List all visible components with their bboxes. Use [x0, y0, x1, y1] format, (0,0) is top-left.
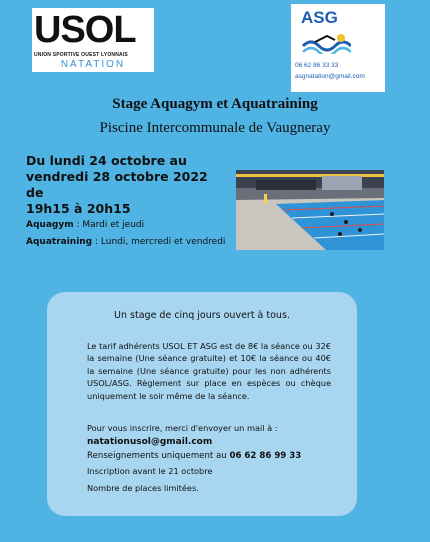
tarif-paragraph: Le tarif adhérents USOL ET ASG est de 8€ la séance ou 32€ la semaine (Une séance gratuite) et 10€ la séance ou 40€ la semaine (Une séance gratuite) pour les non adhérents USOL/ASG. Règlement sur place en espèces ou chèque uniquement le soir même de la séance. [87, 341, 331, 401]
info-heading: Un stage de cinq jours ouvert à tous. [114, 310, 290, 321]
phone-intro: Renseignements uniquement au [87, 451, 230, 461]
info-box [47, 292, 357, 516]
schedule-aquatraining-name: Aquatraining [26, 237, 93, 247]
dates-line-3: 19h15 à 20h15 [26, 201, 131, 216]
dates-line-2: vendredi 28 octobre 2022 de [26, 169, 208, 200]
schedule-aquagym-name: Aquagym [26, 220, 74, 230]
page-subtitle: Piscine Intercommunale de Vaugneray [99, 120, 331, 136]
page-title: Stage Aquagym et Aquatraining [112, 96, 318, 112]
pool-photo [236, 170, 384, 250]
usol-logo-subtitle: UNION SPORTIVE OUEST LYONNAIS [34, 52, 128, 58]
phone-info [87, 450, 301, 462]
usol-logo [32, 8, 154, 72]
asg-logo-phone: 06 62 86 33 33 [295, 62, 339, 69]
schedule-aquagym-days: : Mardi et jeudi [73, 220, 145, 230]
swimmer-wave-icon [301, 32, 351, 54]
register-email: natationusol@gmail.com [87, 437, 213, 447]
usol-logo-section: NATATION [60, 59, 126, 70]
register-intro: Pour vous inscrire, merci d'envoyer un mail à : [87, 423, 278, 433]
asg-logo-email: asgnatation@gmail.com [295, 73, 365, 80]
deadline-text: Inscription avant le 21 octobre [87, 466, 213, 476]
event-dates [26, 153, 226, 217]
dates-line-1: Du lundi 24 octobre au [26, 153, 187, 168]
asg-logo-word: ASG [301, 8, 338, 27]
schedule-aquatraining-days: : Lundi, mercredi et vendredi [92, 237, 226, 247]
schedule-aquagym [26, 220, 144, 230]
schedule-aquatraining [26, 237, 225, 247]
usol-logo-word: USOL [34, 9, 136, 51]
asg-logo [291, 4, 385, 92]
phone-number: 06 62 86 99 33 [229, 451, 302, 461]
limited-places-text: Nombre de places limitées. [87, 483, 199, 493]
